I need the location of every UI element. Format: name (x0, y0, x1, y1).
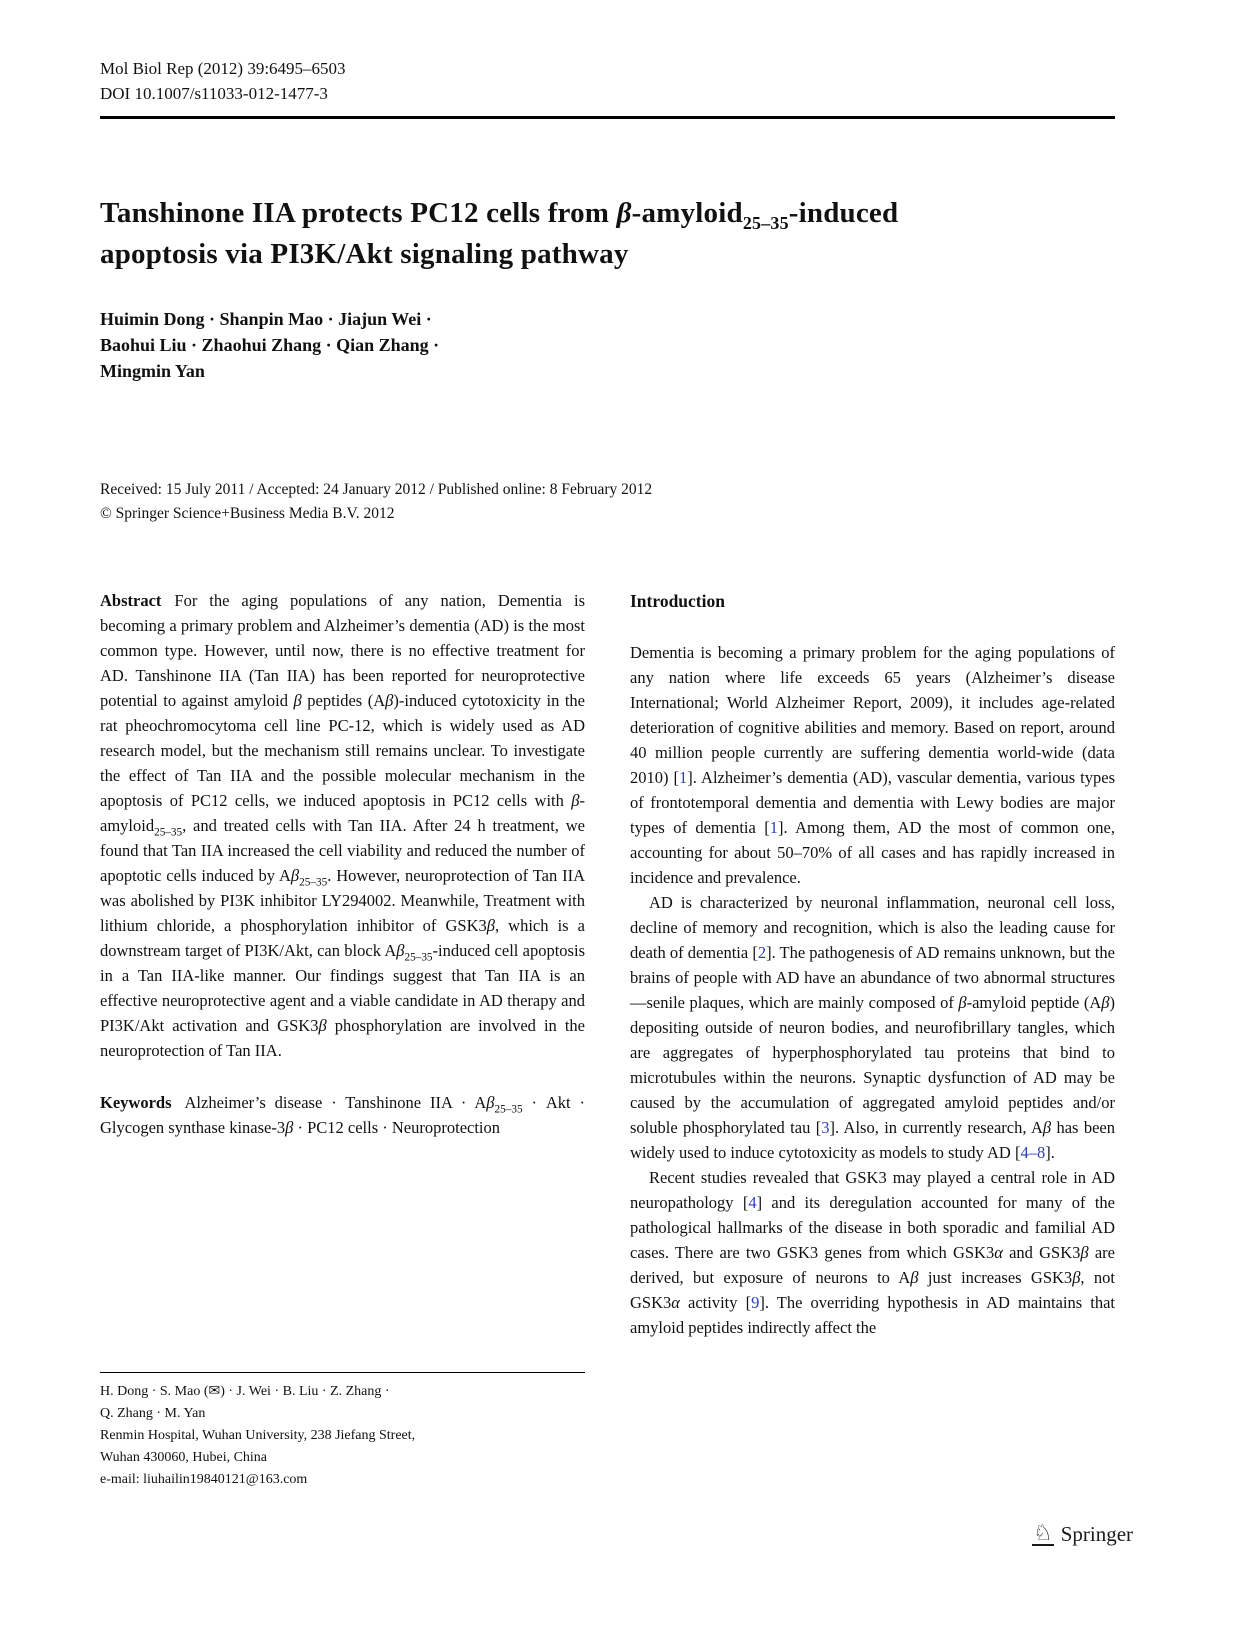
header-rule (100, 116, 1115, 119)
reference-link[interactable]: 2 (757, 943, 767, 962)
keywords-paragraph: Keywords Alzheimer’s disease · Tanshinone IIA · $A\beta_{25-35}$ · Akt · Glycogen synthase kinase-3β · PC12 cells · Neuroprotection (100, 1093, 585, 1137)
author-line: Baohui Liu · Zhaohui Zhang · Qian Zhang · (100, 335, 440, 355)
reference-link[interactable]: 9 (751, 1293, 760, 1312)
footnote-email-line: e-mail: liuhailin19840121@163.com (100, 1472, 308, 1487)
journal-citation: Mol Biol Rep (2012) 39:6495–6503 (100, 59, 346, 78)
springer-knight-icon: ♘ (1033, 1520, 1053, 1546)
section-heading-introduction: Introduction (630, 591, 725, 611)
reference-link[interactable]: 3 (821, 1118, 830, 1137)
two-column-body (100, 588, 1115, 1340)
author-line: Mingmin Yan (100, 361, 205, 381)
footnote-rule (100, 1372, 585, 1373)
publication-history (100, 478, 652, 526)
reference-link[interactable]: 1 (679, 768, 688, 787)
footnote-affiliation-line: Renmin Hospital, Wuhan University, 238 Jiefang Street, (100, 1428, 416, 1443)
springer-logo (1032, 1522, 1133, 1547)
springer-logo-text: Springer (1060, 1522, 1134, 1546)
copyright-line: © Springer Science+Business Media B.V. 2012 (100, 505, 395, 522)
footnote-authors-line: Q. Zhang · M. Yan (100, 1406, 206, 1421)
article-title (100, 193, 1115, 275)
page-header (100, 56, 346, 106)
article-title-line-1: Tanshinone IIA protects PC12 cells from β-amyloid$_{25-35}$-induced (100, 197, 899, 233)
introduction-paragraph: Dementia is becoming a primary problem for the aging populations of any nation where life exceeds 65 years (Alzheimer’s disease International; World Alzheimer Report, 2009), it includes age-related deterioration of cognitive abilities and memory. Based on report, around 40 million people currently are suffering dementia world-wide (data 2010) [1]. Alzheimer’s dementia (AD), vascular dementia, various types of frontotemporal dementia and dementia with Lewy bodies are major types of dementia [1]. Among them, AD the most of common one, accounting for about 50–70% of all cases and has rapidly increased in incidence and prevalence. (630, 643, 1116, 887)
introduction-paragraph: Recent studies revealed that GSK3 may played a central role in AD neuropathology [4] and its deregulation accounted for many of the pathological hallmarks of the disease in both sporadic and familial AD cases. There are two GSK3 genes from which GSK3α and GSK3β are derived, but exposure of neurons to Aβ just increases GSK3β, not GSK3α activity [9]. The overriding hypothesis in AD maintains that amyloid peptides indirectly affect the (630, 1168, 1115, 1337)
right-column (630, 588, 1115, 1340)
reference-link[interactable]: 1 (769, 818, 778, 837)
doi: DOI 10.1007/s11033-012-1477-3 (100, 84, 328, 103)
received-accepted-line: Received: 15 July 2011 / Accepted: 24 January 2012 / Published online: 8 February 2012 (100, 481, 653, 498)
footnote-authors-line: H. Dong · S. Mao (✉) · J. Wei · B. Liu · Z. Zhang · (100, 1384, 390, 1399)
correspondence-footnote (100, 1372, 585, 1491)
author-list (100, 306, 439, 384)
author-line: Huimin Dong · Shanpin Mao · Jiajun Wei · (100, 309, 432, 329)
reference-link[interactable]: 4 (748, 1193, 757, 1212)
article-title-line-2: apoptosis via PI3K/Akt signaling pathway (100, 238, 629, 270)
abstract-paragraph: Abstract For the aging populations of any nation, Dementia is becoming a primary problem and Alzheimer’s dementia (AD) is the most common type. However, until now, there is no effective treatment for AD. Tanshinone IIA (Tan IIA) has been reported for neuroprotective potential to against amyloid β peptides (Aβ)-induced cytotoxicity in the rat pheochromocytoma cell line PC-12, which is widely used as AD research model, but the mechanism still remains unclear. To investigate the effect of Tan IIA and the possible molecular mechanism in the apoptosis of PC12 cells, we induced apoptosis in PC12 cells with β-amyloid$_{25-35}$, and treated cells with Tan IIA. After 24 h treatment, we found that Tan IIA increased the cell viability and reduced the number of apoptotic cells induced by $A\beta_{25-35}$. However, neuroprotection of Tan IIA was abolished by PI3K inhibitor LY294002. Meanwhile, Treatment with lithium chloride, a phosphorylation inhibitor of GSK3β, which is a downstream target of PI3K/Akt, can block $A\beta_{25-35}$-induced cell apoptosis in a Tan IIA-like manner. Our findings suggest that Tan IIA is an effective neuroprotective agent and a viable candidate in AD therapy and PI3K/Akt activation and GSK3β phosphorylation are involved in the neuroprotection of Tan IIA. (100, 591, 586, 1060)
footnote-affiliation-line: Wuhan 430060, Hubei, China (100, 1450, 268, 1465)
reference-link[interactable]: 4–8 (1020, 1143, 1046, 1162)
left-column (100, 588, 585, 1140)
introduction-paragraph: AD is characterized by neuronal inflammation, neuronal cell loss, decline of memory and recognition, which is also the leading cause for death of dementia [2]. The pathogenesis of AD remains unknown, but the brains of people with AD have an abundance of two abnormal structures—senile plaques, which are mainly composed of β-amyloid peptide (Aβ) depositing outside of neuron bodies, and neurofibrillary tangles, which are aggregates of hyperphosphorylated tau proteins that bind to microtubules within the neurons. Synaptic dysfunction of AD may be caused by the accumulation of aggregated amyloid peptides and/or soluble phosphorylated tau [3]. Also, in currently research, Aβ has been widely used to induce cytotoxicity as models to study AD [4–8]. (630, 893, 1115, 1162)
